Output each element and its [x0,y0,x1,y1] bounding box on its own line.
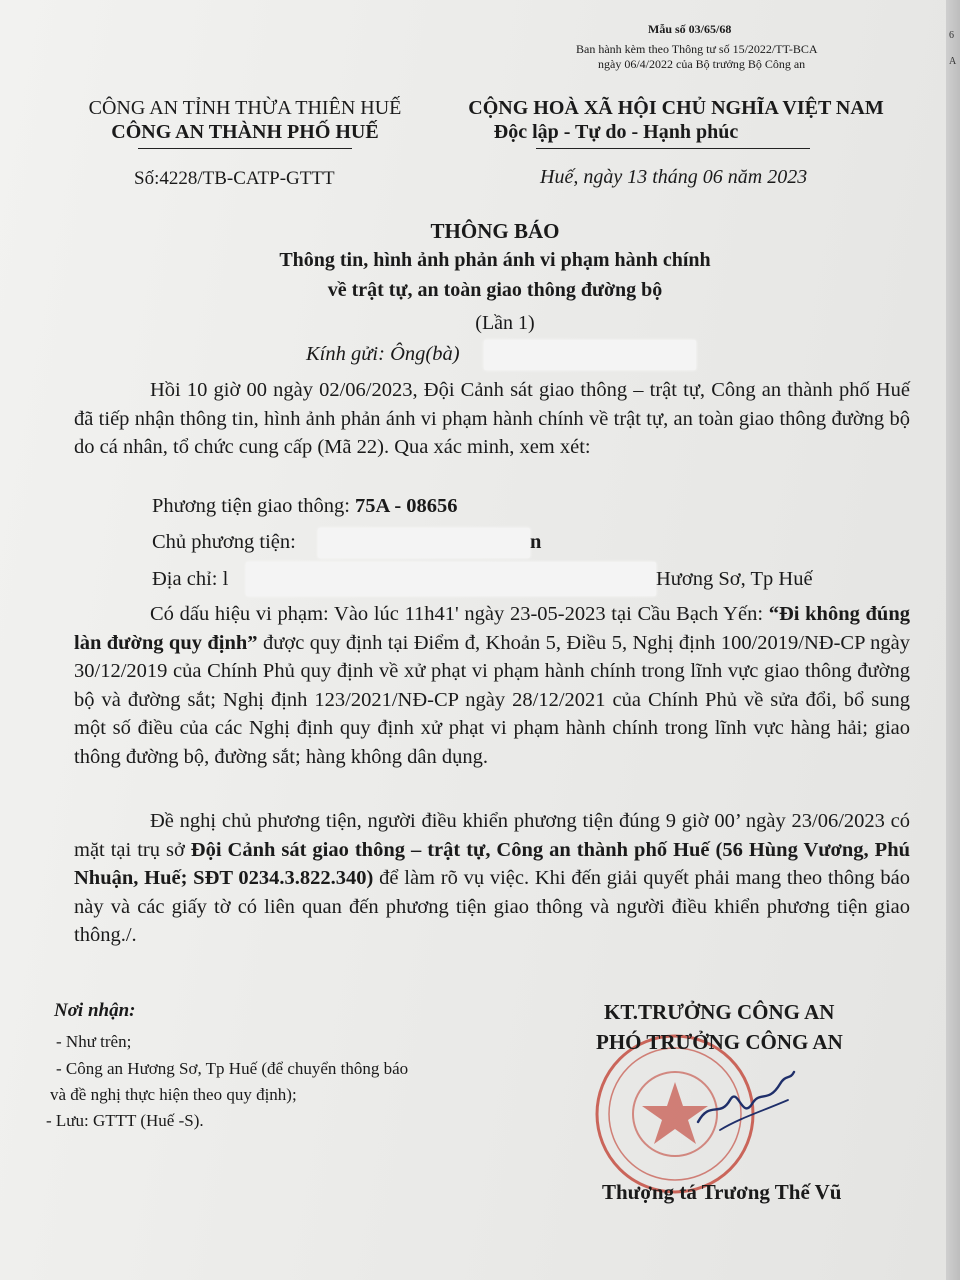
signature-line-2: PHÓ TRƯỞNG CÔNG AN [596,1030,843,1054]
agency-parent: CÔNG AN TỈNH THỪA THIÊN HUẾ [88,97,402,119]
owner-label: Chủ phương tiện: [152,531,296,553]
violation-intro: Có dấu hiệu vi phạm: Vào lúc 11h41' ngày 23-05-2023 tại Cầu Bạch Yến: [150,603,769,625]
edge-text-a: 6 [949,30,954,41]
address-tail: Hương Sơ, Tp Huế [656,568,813,590]
vehicle-label: Phương tiện giao thông: [152,495,356,517]
recipient-label: Kính gửi: Ông(bà) [306,343,460,365]
motto: Độc lập - Tự do - Hạnh phúc [493,121,739,143]
redacted-owner [318,528,530,558]
request-part-1: Đề nghị chủ phương tiện, người điều khiển phương tiện đúng 9 giờ 00’ ngày 23/06/2023 có mặt tại trụ sở [74,810,910,861]
edge-text-b: A [949,56,957,67]
violation-offense: “Đi không đúng làn đường quy định” [74,603,910,654]
owner-tail: n [530,531,542,553]
recipients-item-3: và đề nghị thực hiện theo quy định); [50,1085,297,1104]
notice-subtitle-1: Thông tin, hình ảnh phản ánh vi phạm hành chính [279,249,711,271]
form-number: Mẫu số 03/65/68 [648,22,732,36]
handwritten-signature [690,1060,800,1140]
signature-line-1: KT.TRƯỞNG CÔNG AN [604,1000,835,1024]
motto-underline [536,148,810,149]
nation-name: CỘNG HOÀ XÃ HỘI CHỦ NGHĨA VIỆT NAM [468,97,884,119]
paragraph-violation [74,600,910,771]
violation-rest: được quy định tại Điểm đ, Khoản 5, Điều 5, Nghị định 100/2019/NĐ-CP ngày 30/12/2019 của Chính Phủ quy định về xử phạt vi phạm hành chính trong lĩnh vực giao thông đường bộ và đường sắt; Nghị định 123/2021/NĐ-CP ngày 28/12/2021 của Chính Phủ về sửa đổi, bổ sung một số điều của các Nghị định quy định xử phạt vi phạm hành chính trong lĩnh vực hàng hải; giao thông đường bộ, đường sắt; hàng không dân dụng. [74,631,910,768]
notice-heading: THÔNG BÁO [430,219,560,243]
notice-round: (Lần 1) [475,312,535,334]
notice-subtitle-2: về trật tự, an toàn giao thông đường bộ [327,279,663,301]
redacted-recipient [484,340,696,370]
form-issued-with: Ban hành kèm theo Thông tư số 15/2022/TT-BCA [576,42,818,56]
vehicle-plate: 75A - 08656 [355,495,458,517]
paragraph-request [74,807,910,950]
agency-underline [138,148,352,149]
request-part-2: để làm rõ vụ việc. Khi đến giải quyết phải mang theo thông báo này và các giấy tờ có liên quan đến phương tiện giao thông và người điều khiển phương tiện giao thông./. [74,867,910,946]
page-edge [946,0,960,1280]
recipients-item-2: - Công an Hương Sơ, Tp Huế (để chuyển thông báo [56,1059,409,1078]
address-label: Địa chỉ: l [152,568,229,590]
doc-number: Số:4228/TB-CATP-GTTT [134,168,335,189]
paragraph-intro: Hồi 10 giờ 00 ngày 02/06/2023, Đội Cảnh sát giao thông – trật tự, Công an thành phố Huế đã tiếp nhận thông tin, hình ảnh phản ánh vi phạm hành chính về trật tự, an toàn giao thông đường bộ do cá nhân, tổ chức cung cấp (Mã 22). Qua xác minh, xem xét: [74,379,910,458]
place-date: Huế, ngày 13 tháng 06 năm 2023 [540,166,808,188]
recipients-title: Nơi nhận: [54,1000,136,1021]
recipients-item-1: - Như trên; [56,1032,132,1051]
recipients-item-4: - Lưu: GTTT (Huế -S). [46,1111,204,1130]
vehicle-line [152,492,458,521]
signer-name: Thượng tá Trương Thế Vũ [602,1180,842,1204]
agency-name: CÔNG AN THÀNH PHỐ HUẾ [111,121,379,143]
request-address: Đội Cảnh sát giao thông – trật tự, Công an thành phố Huế (56 Hùng Vương, Phú Nhuận, Huế; SĐT 0234.3.822.340) [74,838,910,889]
redacted-address [246,562,656,596]
form-issued-date: ngày 06/4/2022 của Bộ trưởng Bộ Công an [598,57,806,71]
